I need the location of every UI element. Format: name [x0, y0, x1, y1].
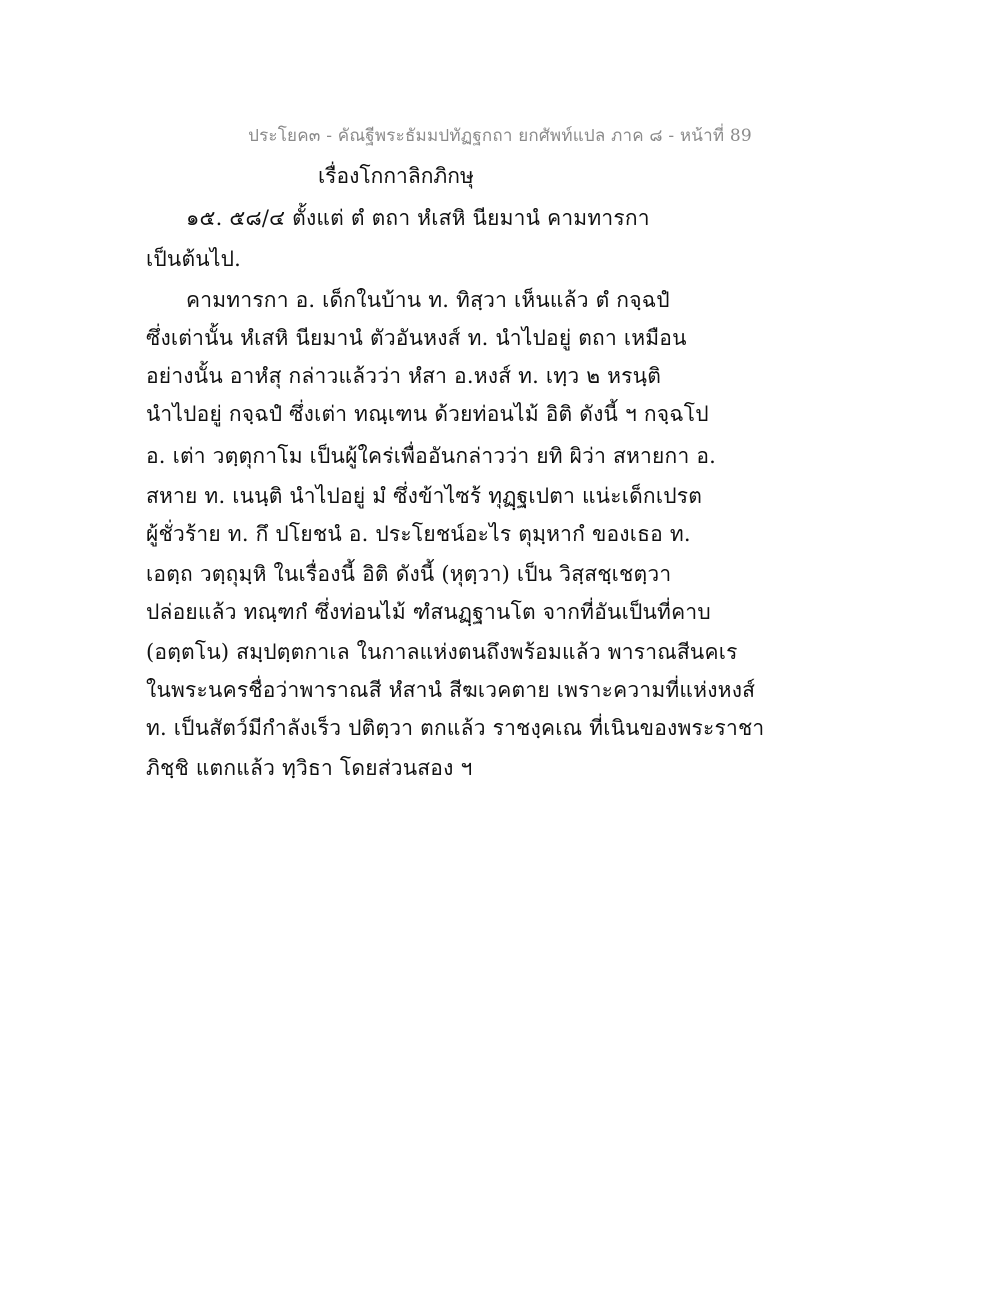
text-line: ๑๕. ๕๘/๔ ตั้งแต่ ตํ ตถา หํเสหิ นียมานํ คามทารกา [186, 206, 650, 230]
text-line: เอตฺถ วตฺถุมฺหิ ในเรื่องนี้ อิติ ดังนี้ (หุตฺวา) เป็น วิสฺสชฺเชตฺวา [146, 562, 672, 586]
text-line: (อตฺตโน) สมฺปตฺตกาเล ในกาลแห่งตนถึงพร้อมแล้ว พาราณสีนคเร [146, 640, 738, 664]
text-line: อ. เต่า วตฺตุกาโม เป็นผู้ใคร่เพื่ออันกล่าวว่า ยทิ ผิว่า สหายกา อ. [146, 444, 717, 468]
text-line: ซึ่งเต่านั้น หํเสหิ นียมานํ ตัวอันหงส์ ท. นำไปอยู่ ตถา เหมือน [146, 326, 687, 350]
text-line: นำไปอยู่ กจฺฉปํ ซึ่งเต่า ทณฺเฑน ด้วยท่อนไม้ อิติ ดังนี้ ฯ กจฺฉโป [146, 402, 709, 426]
text-line: ภิชฺชิ แตกแล้ว ทฺวิธา โดยส่วนสอง ฯ [146, 756, 473, 780]
text-line: ท. เป็นสัตว์มีกำลังเร็ว ปติตฺวา ตกแล้ว ราชงฺคเณ ที่เนินของพระราชา [146, 716, 765, 740]
text-line: ในพระนครชื่อว่าพาราณสี หํสานํ สีฆเวคตาย เพราะความที่แห่งหงส์ [146, 678, 756, 702]
story-title: เรื่องโกกาลิกภิกษุ [318, 164, 474, 188]
text-line: สหาย ท. เนนฺติ นำไปอยู่ มํ ซึ่งข้าไซร้ ทุฏฺฐเปตา แน่ะเด็กเปรต [146, 484, 703, 508]
text-line: ผู้ชั่วร้าย ท. กึ ปโยชนํ อ. ประโยชน์อะไร ตุมฺหากํ ของเธอ ท. [146, 522, 691, 546]
running-header: ประโยค๓ - คัณฐีพระธัมมปทัฏฐกถา ยกศัพท์แปล ภาค ๘ - หน้าที่ 89 [248, 126, 752, 146]
text-line: คามทารกา อ. เด็กในบ้าน ท. ทิสฺวา เห็นแล้ว ตํ กจฺฉปํ [186, 288, 670, 312]
text-line: ปล่อยแล้ว ทณฺฑกํ ซึ่งท่อนไม้ ฑํสนฏฺฐานโต จากที่อันเป็นที่คาบ [146, 600, 711, 624]
text-line: อย่างนั้น อาหํสุ กล่าวแล้วว่า หํสา อ.หงส์ ท. เทฺว ๒ หรนฺติ [146, 364, 662, 388]
text-line: เป็นต้นไป. [146, 247, 242, 271]
